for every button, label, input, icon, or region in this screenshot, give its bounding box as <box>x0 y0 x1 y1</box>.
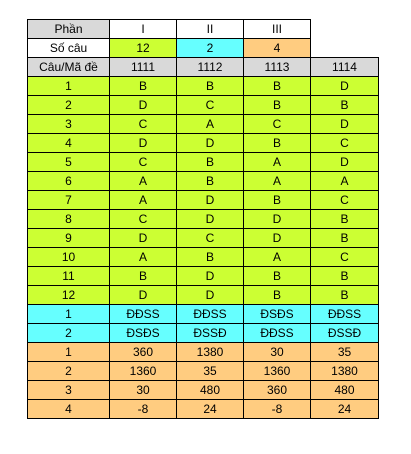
question-number-cell[interactable]: 2 <box>28 96 110 115</box>
answer-cell[interactable]: B <box>110 77 177 96</box>
answer-cell[interactable]: ĐSSĐ <box>311 324 379 343</box>
answer-cell[interactable]: B <box>244 134 311 153</box>
answer-cell[interactable]: B <box>177 77 244 96</box>
answer-cell[interactable]: D <box>110 134 177 153</box>
answer-cell[interactable]: 35 <box>177 362 244 381</box>
answer-cell[interactable]: C <box>110 210 177 229</box>
part-i-answer-row <box>28 134 379 153</box>
code-cell[interactable]: 1113 <box>244 58 311 77</box>
answer-cell[interactable]: D <box>177 267 244 286</box>
question-number-cell[interactable]: 2 <box>28 362 110 381</box>
answer-cell[interactable]: A <box>244 153 311 172</box>
question-number-cell[interactable]: 11 <box>28 267 110 286</box>
part-i-answer-row <box>28 210 379 229</box>
question-number-cell[interactable]: 10 <box>28 248 110 267</box>
answer-cell[interactable]: D <box>177 286 244 305</box>
answer-cell[interactable]: 360 <box>110 343 177 362</box>
answer-cell[interactable]: B <box>244 77 311 96</box>
code-cell[interactable]: 1112 <box>177 58 244 77</box>
answer-cell[interactable]: D <box>177 191 244 210</box>
answer-cell[interactable]: ĐSĐS <box>244 305 311 324</box>
answer-cell[interactable]: B <box>311 96 379 115</box>
part-iii-answer-row <box>28 400 379 419</box>
answer-cell[interactable]: A <box>110 172 177 191</box>
answer-cell[interactable]: 1380 <box>177 343 244 362</box>
answer-cell[interactable]: -8 <box>244 400 311 419</box>
part-iii-answer-row <box>28 381 379 400</box>
question-number-cell[interactable]: 4 <box>28 400 110 419</box>
answer-cell[interactable]: 480 <box>311 381 379 400</box>
part-ii-answer-row <box>28 305 379 324</box>
answer-cell[interactable]: 24 <box>311 400 379 419</box>
answer-cell[interactable]: D <box>244 210 311 229</box>
question-number-cell[interactable]: 2 <box>28 324 110 343</box>
answer-cell[interactable]: B <box>311 286 379 305</box>
part-i-answer-row <box>28 267 379 286</box>
question-number-cell[interactable]: 5 <box>28 153 110 172</box>
answer-cell[interactable]: D <box>110 229 177 248</box>
answer-cell[interactable]: D <box>110 286 177 305</box>
part-i-answer-row <box>28 286 379 305</box>
answer-cell[interactable]: C <box>110 115 177 134</box>
part-i-answer-row <box>28 96 379 115</box>
answer-cell[interactable]: B <box>177 248 244 267</box>
code-label-cell[interactable]: Câu/Mã đề <box>28 58 110 77</box>
answer-cell[interactable]: 480 <box>177 381 244 400</box>
answer-cell[interactable]: ĐĐSS <box>110 305 177 324</box>
code-cell[interactable]: 1111 <box>110 58 177 77</box>
answer-cell[interactable]: B <box>110 267 177 286</box>
answer-cell[interactable]: -8 <box>110 400 177 419</box>
answer-cell[interactable]: ĐĐSS <box>311 305 379 324</box>
part-iii-count-cell[interactable]: 4 <box>244 39 311 58</box>
answer-cell[interactable]: ĐSSĐ <box>177 324 244 343</box>
question-number-cell[interactable]: 6 <box>28 172 110 191</box>
part-i-answer-row <box>28 229 379 248</box>
answer-cell[interactable]: D <box>311 153 379 172</box>
answer-cell[interactable]: ĐĐSS <box>244 324 311 343</box>
part-i-answer-row <box>28 191 379 210</box>
question-number-cell[interactable]: 8 <box>28 210 110 229</box>
part-ii-answer-row <box>28 324 379 343</box>
part-i-cell[interactable]: I <box>110 20 177 39</box>
question-number-cell[interactable]: 3 <box>28 115 110 134</box>
part-iii-answer-row <box>28 343 379 362</box>
answer-cell[interactable]: 1380 <box>311 362 379 381</box>
answer-cell[interactable]: C <box>311 191 379 210</box>
answer-cell[interactable]: B <box>244 267 311 286</box>
part-i-answer-row <box>28 115 379 134</box>
answer-cell[interactable]: D <box>311 77 379 96</box>
answer-cell[interactable]: B <box>311 229 379 248</box>
part-i-count-cell[interactable]: 12 <box>110 39 177 58</box>
answer-cell[interactable]: C <box>177 229 244 248</box>
empty-cell[interactable] <box>311 20 379 39</box>
question-number-cell[interactable]: 1 <box>28 343 110 362</box>
answer-key-table <box>27 19 379 419</box>
answer-cell[interactable]: 35 <box>311 343 379 362</box>
part-ii-count-cell[interactable]: 2 <box>177 39 244 58</box>
answer-cell[interactable]: B <box>244 96 311 115</box>
answer-cell[interactable]: A <box>177 115 244 134</box>
part-header-row <box>28 20 379 39</box>
question-number-cell[interactable]: 3 <box>28 381 110 400</box>
answer-cell[interactable]: A <box>311 172 379 191</box>
exam-code-row <box>28 58 379 77</box>
answer-cell[interactable]: B <box>177 172 244 191</box>
answer-cell[interactable]: B <box>311 267 379 286</box>
question-count-row <box>28 39 379 58</box>
question-number-cell[interactable]: 7 <box>28 191 110 210</box>
part-ii-cell[interactable]: II <box>177 20 244 39</box>
answer-cell[interactable]: D <box>311 115 379 134</box>
answer-cell[interactable]: ĐĐSS <box>177 305 244 324</box>
answer-cell[interactable]: D <box>177 210 244 229</box>
answer-cell[interactable]: ĐSĐS <box>110 324 177 343</box>
answer-cell[interactable]: A <box>110 248 177 267</box>
part-i-answer-row <box>28 248 379 267</box>
answer-cell[interactable]: A <box>244 172 311 191</box>
part-label-cell[interactable]: Phần <box>28 20 110 39</box>
answer-cell[interactable]: C <box>311 134 379 153</box>
question-number-cell[interactable]: 9 <box>28 229 110 248</box>
question-number-cell[interactable]: 12 <box>28 286 110 305</box>
code-cell[interactable]: 1114 <box>311 58 379 77</box>
question-number-cell[interactable]: 1 <box>28 77 110 96</box>
answer-cell[interactable]: A <box>110 191 177 210</box>
answer-cell[interactable]: 360 <box>244 381 311 400</box>
answer-cell[interactable]: D <box>244 229 311 248</box>
answer-cell[interactable]: 30 <box>110 381 177 400</box>
answer-cell[interactable]: C <box>311 248 379 267</box>
answer-cell[interactable]: A <box>244 248 311 267</box>
answer-cell[interactable]: C <box>244 115 311 134</box>
answer-cell[interactable]: 24 <box>177 400 244 419</box>
answer-cell[interactable]: C <box>177 96 244 115</box>
answer-cell[interactable]: 1360 <box>110 362 177 381</box>
answer-cell[interactable]: D <box>177 134 244 153</box>
answer-cell[interactable]: B <box>177 153 244 172</box>
part-i-answer-row <box>28 77 379 96</box>
part-iii-answer-row <box>28 362 379 381</box>
empty-cell[interactable] <box>311 39 379 58</box>
part-i-answer-row <box>28 172 379 191</box>
question-number-cell[interactable]: 4 <box>28 134 110 153</box>
answer-cell[interactable]: D <box>110 96 177 115</box>
answer-cell[interactable]: B <box>311 210 379 229</box>
part-i-answer-row <box>28 153 379 172</box>
question-number-cell[interactable]: 1 <box>28 305 110 324</box>
count-label-cell[interactable]: Số câu <box>28 39 110 58</box>
answer-cell[interactable]: 1360 <box>244 362 311 381</box>
answer-cell[interactable]: B <box>244 286 311 305</box>
answer-cell[interactable]: B <box>244 191 311 210</box>
answer-cell[interactable]: C <box>110 153 177 172</box>
part-iii-cell[interactable]: III <box>244 20 311 39</box>
answer-cell[interactable]: 30 <box>244 343 311 362</box>
